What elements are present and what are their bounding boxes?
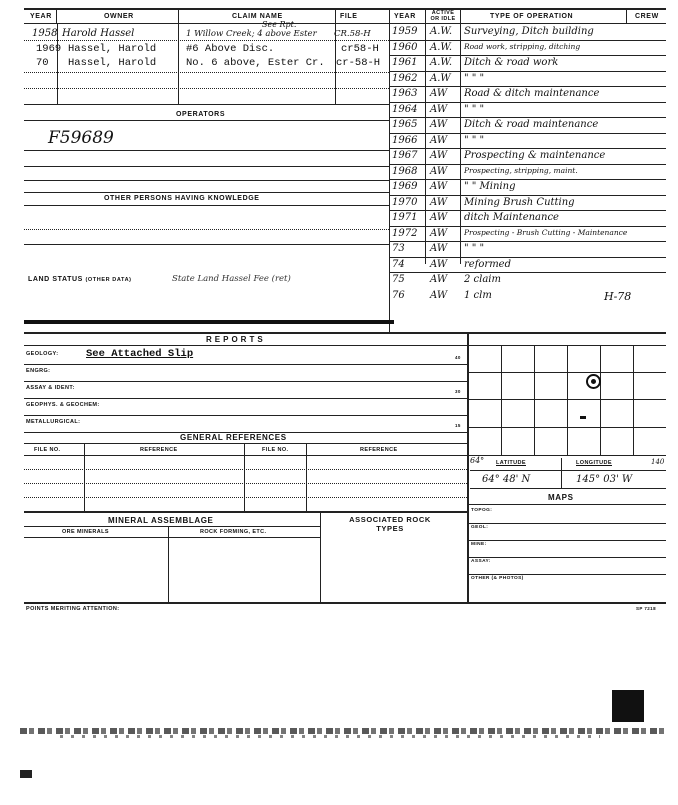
header-year: YEAR bbox=[30, 13, 52, 20]
operation-type: ditch Maintenance bbox=[464, 212, 559, 223]
operation-status: AW bbox=[430, 227, 448, 239]
operators-value: F59689 bbox=[48, 128, 114, 148]
row-rule bbox=[470, 470, 666, 471]
operation-year: 1963 bbox=[392, 88, 418, 99]
operation-year: 1964 bbox=[392, 103, 418, 115]
report-value: See Attached Slip bbox=[86, 348, 194, 360]
rock-forming-label: ROCK FORMING, ETC. bbox=[200, 529, 267, 535]
latitude-value: 64° 48' N bbox=[482, 474, 531, 485]
operation-row-rule bbox=[389, 102, 666, 103]
header-crew: CREW bbox=[635, 13, 659, 20]
operation-row-rule bbox=[389, 195, 666, 196]
row-rule bbox=[24, 483, 467, 484]
report-row-rule bbox=[24, 364, 467, 365]
map-label: TOPOG: bbox=[471, 508, 493, 513]
row-rule bbox=[24, 192, 389, 193]
operation-year: 1968 bbox=[392, 165, 418, 177]
operation-type: " " Mining bbox=[464, 181, 516, 192]
location-marker bbox=[586, 374, 601, 389]
operation-type: " " " bbox=[464, 243, 485, 254]
scan-mark bbox=[612, 690, 644, 722]
divider bbox=[626, 9, 627, 24]
other-persons-title: OTHER PERSONS HAVING KNOWLEDGE bbox=[104, 195, 260, 202]
operation-year: 1969 bbox=[392, 181, 418, 192]
report-label: METALLURGICAL: bbox=[26, 419, 81, 425]
grid-line bbox=[468, 372, 666, 373]
grid-line bbox=[600, 345, 601, 455]
ref-col-file-no: FILE NO. bbox=[34, 447, 61, 453]
grid-line bbox=[567, 345, 568, 455]
row-rule bbox=[470, 488, 666, 489]
map-row-rule bbox=[468, 557, 666, 558]
operation-type: " " " bbox=[464, 103, 485, 115]
ref-col-reference: REFERENCE bbox=[140, 447, 178, 453]
operation-year: 1966 bbox=[392, 134, 418, 146]
divider bbox=[389, 9, 390, 334]
report-scale-number: 15 bbox=[455, 423, 461, 428]
claim-2-owner: Hassel, Harold bbox=[68, 43, 157, 55]
land-status-label: LAND STATUS (OTHER DATA) bbox=[28, 276, 132, 283]
operation-type: Prospecting - Brush Cutting - Maintenance bbox=[464, 227, 628, 237]
operation-row-rule bbox=[389, 133, 666, 134]
bottom-rule bbox=[24, 602, 666, 604]
divider bbox=[84, 443, 85, 511]
grid-line bbox=[534, 345, 535, 455]
operation-status: AW bbox=[430, 243, 448, 254]
divider bbox=[56, 9, 57, 24]
operation-year: 1967 bbox=[392, 150, 418, 161]
divider bbox=[335, 24, 336, 104]
operation-year: 1962 bbox=[392, 72, 418, 84]
divider bbox=[57, 24, 58, 104]
operation-row-rule bbox=[389, 148, 666, 149]
operation-status: A.W. bbox=[430, 41, 453, 53]
report-label: GEOPHYS. & GEOCHEM: bbox=[26, 402, 100, 408]
operation-row-rule bbox=[389, 117, 666, 118]
land-status-rule bbox=[24, 320, 394, 324]
longitude-label: LONGITUDE bbox=[576, 460, 612, 466]
row-rule bbox=[24, 166, 389, 167]
divider bbox=[425, 9, 426, 24]
operation-status: AW bbox=[430, 103, 448, 115]
map-label: OTHER (& PHOTOS) bbox=[471, 576, 524, 581]
operation-year: 75 bbox=[392, 274, 405, 285]
header-type-of-operation: TYPE OF OPERATION bbox=[490, 13, 574, 20]
row-rule bbox=[24, 229, 389, 230]
top-rule bbox=[24, 8, 666, 10]
claim-1-file: CR.58-H bbox=[334, 29, 371, 39]
reports-top-rule bbox=[24, 332, 666, 334]
operation-type: " " " bbox=[464, 134, 485, 146]
row-rule bbox=[24, 455, 467, 456]
operation-status: AW bbox=[430, 88, 448, 99]
longitude-note: 140 bbox=[651, 458, 665, 466]
row-rule bbox=[24, 104, 389, 105]
mineral-assemblage-title: MINERAL ASSEMBLAGE bbox=[108, 516, 214, 525]
longitude-value: 145° 03' W bbox=[576, 474, 633, 485]
report-scale-number: 40 bbox=[455, 355, 461, 360]
row-rule bbox=[24, 497, 467, 498]
report-label: GEOLOGY: bbox=[26, 351, 59, 357]
operation-row-rule bbox=[389, 257, 666, 258]
header-year-2: YEAR bbox=[394, 13, 416, 20]
claim-2-name: #6 Above Disc. bbox=[186, 43, 275, 55]
header-active-idle: ACTIVE OR IDLE bbox=[430, 10, 456, 22]
divider bbox=[460, 9, 461, 24]
grid-line bbox=[468, 455, 666, 456]
operation-row-rule bbox=[389, 40, 666, 41]
claim-3-year: 70 bbox=[36, 57, 49, 69]
points-meriting-label: POINTS MERITING ATTENTION: bbox=[26, 606, 120, 612]
operation-type: 1 clm bbox=[464, 289, 492, 301]
grid-line bbox=[468, 427, 666, 428]
ref-col-reference-2: REFERENCE bbox=[360, 447, 398, 453]
scan-noise-band bbox=[20, 728, 665, 734]
operation-status: AW bbox=[430, 150, 448, 161]
operation-year: 1960 bbox=[392, 41, 418, 53]
map-row-rule bbox=[468, 574, 666, 575]
header-owner: OWNER bbox=[104, 13, 134, 20]
report-row-rule bbox=[24, 398, 467, 399]
report-label: ASSAY & IDENT: bbox=[26, 385, 75, 391]
row-rule bbox=[24, 469, 467, 470]
report-row-rule bbox=[24, 381, 467, 382]
claim-annotation: See Rpt. bbox=[262, 20, 297, 29]
operation-year: 76 bbox=[392, 289, 405, 301]
operation-status: AW bbox=[430, 181, 448, 192]
divider bbox=[178, 9, 179, 24]
row-rule bbox=[24, 205, 389, 206]
divider bbox=[244, 443, 245, 511]
ref-col-file-no-2: FILE NO. bbox=[262, 447, 289, 453]
operation-row-rule bbox=[389, 241, 666, 242]
divider bbox=[460, 24, 461, 264]
general-references-title: GENERAL REFERENCES bbox=[180, 433, 287, 442]
operation-year: 73 bbox=[392, 243, 405, 254]
grid-line bbox=[468, 399, 666, 400]
operation-type: Road work, stripping, ditching bbox=[464, 41, 581, 51]
divider bbox=[320, 511, 321, 602]
operation-status: A.W. bbox=[430, 57, 453, 68]
grid-line bbox=[468, 345, 666, 346]
reports-title: REPORTS bbox=[206, 335, 266, 344]
operation-year: 1961 bbox=[392, 57, 418, 68]
operation-status: AW bbox=[430, 212, 448, 223]
operation-row-rule bbox=[389, 272, 666, 273]
operation-status: AW bbox=[430, 119, 448, 130]
operation-row-rule bbox=[389, 71, 666, 72]
map-row-rule bbox=[468, 540, 666, 541]
operation-type: Ditch & road maintenance bbox=[464, 119, 599, 130]
operation-row-rule bbox=[389, 179, 666, 180]
divider bbox=[168, 526, 169, 602]
operation-status: A.W. bbox=[430, 26, 453, 37]
operation-year: 1972 bbox=[392, 227, 418, 239]
operation-type: Prospecting, stripping, maint. bbox=[464, 165, 578, 175]
operation-status: AW bbox=[430, 289, 448, 301]
map-label: ASSAY: bbox=[471, 559, 491, 564]
divider bbox=[561, 458, 562, 488]
operation-year: 74 bbox=[392, 258, 405, 270]
associated-rock-types: ASSOCIATED ROCK TYPES bbox=[349, 515, 431, 533]
operation-year: 1970 bbox=[392, 196, 418, 208]
row-rule bbox=[24, 511, 467, 513]
scan-noise-band bbox=[60, 735, 600, 738]
claim-1-year: 1958 bbox=[32, 28, 58, 39]
row-rule bbox=[24, 244, 389, 245]
report-row-rule bbox=[24, 415, 467, 416]
report-scale-number: 30 bbox=[455, 389, 461, 394]
operation-status: AW bbox=[430, 196, 448, 208]
header-file: FILE bbox=[340, 13, 358, 20]
claim-1-owner: Harold Hassel bbox=[62, 28, 135, 39]
operation-type: " " " bbox=[464, 72, 485, 84]
operation-type: Surveying, Ditch building bbox=[464, 26, 594, 37]
maps-title: MAPS bbox=[548, 493, 574, 502]
operation-row-rule bbox=[389, 86, 666, 87]
divider bbox=[335, 9, 336, 24]
report-label: ENGRG: bbox=[26, 368, 51, 374]
operation-type: 2 claim bbox=[464, 274, 501, 285]
land-status-value: State Land Hassel Fee (ret) bbox=[172, 274, 291, 284]
grid-line bbox=[633, 345, 634, 455]
form-number: SP 7218 bbox=[636, 606, 656, 611]
row-rule bbox=[24, 443, 467, 444]
reports-header-rule bbox=[24, 345, 467, 346]
operations-signoff: H-78 bbox=[604, 290, 632, 303]
divider bbox=[425, 24, 426, 264]
operation-status: AW bbox=[430, 274, 448, 285]
header-claim-name: CLAIM NAME bbox=[232, 13, 283, 20]
claim-3-owner: Hassel, Harold bbox=[68, 57, 157, 69]
operation-status: AW bbox=[430, 165, 448, 177]
operators-title: OPERATORS bbox=[176, 111, 226, 118]
row-rule bbox=[24, 120, 389, 121]
ore-minerals-label: ORE MINERALS bbox=[62, 529, 109, 535]
latitude-prefix: 64° bbox=[470, 456, 485, 465]
operation-row-rule bbox=[389, 210, 666, 211]
operation-status: AW bbox=[430, 258, 448, 270]
operation-year: 1971 bbox=[392, 212, 418, 223]
claim-3-name: No. 6 above, Ester Cr. bbox=[186, 57, 325, 69]
grid-line bbox=[501, 345, 502, 455]
map-row-rule bbox=[468, 523, 666, 524]
operation-status: A.W bbox=[430, 72, 451, 84]
operation-row-rule bbox=[389, 226, 666, 227]
scan-mark bbox=[20, 770, 32, 778]
header-rule bbox=[24, 23, 666, 24]
row-rule bbox=[468, 504, 666, 505]
row-rule bbox=[24, 180, 389, 181]
operation-row-rule bbox=[389, 164, 666, 165]
row-rule bbox=[24, 537, 320, 538]
claim-2-year: 1969 bbox=[36, 43, 62, 55]
latitude-label: LATITUDE bbox=[496, 460, 526, 466]
claim-1-name: 1 Willow Creek; 4 above Ester bbox=[186, 29, 317, 39]
operation-year: 1965 bbox=[392, 119, 418, 130]
operation-year: 1959 bbox=[392, 26, 418, 37]
operation-type: reformed bbox=[464, 258, 512, 270]
map-label: MINE: bbox=[471, 542, 487, 547]
divider bbox=[306, 443, 307, 511]
row-rule bbox=[24, 526, 320, 527]
row-rule bbox=[24, 150, 389, 151]
grid-mark bbox=[580, 416, 586, 419]
operation-type: Mining Brush Cutting bbox=[464, 196, 575, 208]
divider bbox=[178, 24, 179, 104]
operation-type: Ditch & road work bbox=[464, 57, 559, 68]
claim-2-file: cr58-H bbox=[341, 43, 379, 55]
map-label: GEOL: bbox=[471, 525, 489, 530]
operation-row-rule bbox=[389, 55, 666, 56]
operation-type: Road & ditch maintenance bbox=[464, 88, 600, 99]
claim-3-file: cr-58-H bbox=[336, 57, 381, 69]
operation-status: AW bbox=[430, 134, 448, 146]
operation-type: Prospecting & maintenance bbox=[464, 150, 606, 161]
